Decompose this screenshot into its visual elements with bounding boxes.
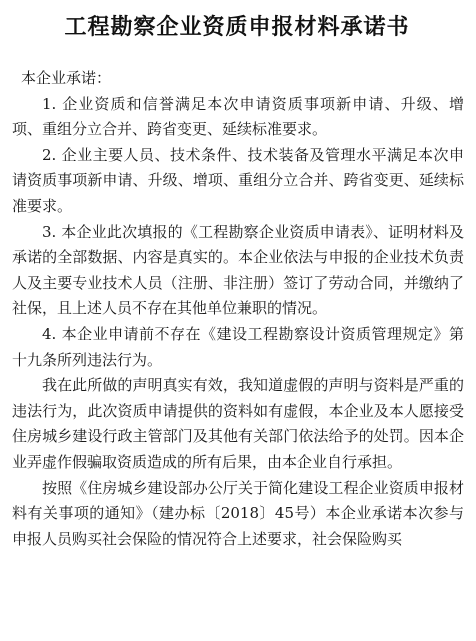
declaration-paragraph: 我在此所做的声明真实有效，我知道虚假的声明与资料是严重的违法行为，此次资质申请提供的资料如有虚假，本企业及本人愿接受住房城乡建设行政主管部门及其他有关部门依法给予的处罚。因本企业弄虚作假骗取资质造成的所有后果，由本企业自行承担。 [12,376,464,471]
commitment-item-2: 2. 企业主要人员、技术条件、技术装备及管理水平满足本次申请资质事项新申请、升级、增项、重组分立合并、跨省变更、延续标准要求。 [12,145,464,215]
document-body [12,66,464,552]
salutation: 本企业承诺： [21,69,112,87]
document-title: 工程勘察企业资质申报材料承诺书 [64,15,410,40]
commitment-item-4: 4. 本企业申请前不存在《建设工程勘察设计资质管理规定》第十九条所列违法行为。 [12,324,464,369]
social-insurance-paragraph: 按照《住房城乡建设部办公厅关于简化建设工程企业资质申报材料有关事项的通知》（建办标〔2018〕45号）本企业承诺本次参与申报人员购买社会保险的情况符合上述要求，社会保险购买 [12,478,464,548]
commitment-item-1: 1. 企业资质和信誉满足本次申请资质事项新申请、升级、增项、重组分立合并、跨省变更、延续标准要求。 [12,94,464,139]
commitment-item-3: 3. 本企业此次填报的《工程勘察企业资质申请表》、证明材料及承诺的全部数据、内容是真实的。本企业依法与申报的企业技术负责人及主要专业技术人员（注册、非注册）签订了劳动合同，并缴纳了社保，且上述人员不存在其他单位兼职的情况。 [12,222,464,318]
